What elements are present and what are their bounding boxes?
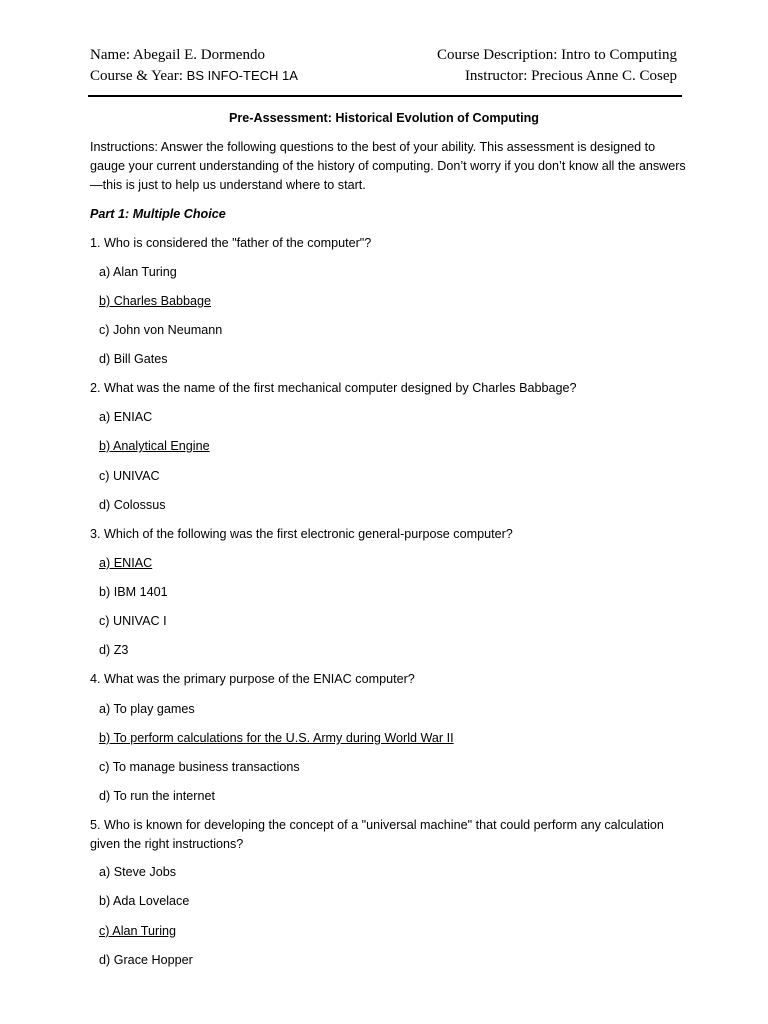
question-2: 2. What was the name of the first mechanical computer designed by Charles Babbage?	[90, 381, 577, 395]
course-year-line	[90, 69, 298, 84]
q2-option-d: d) Colossus	[99, 498, 166, 512]
question-3: 3. Which of the following was the first electronic general-purpose computer?	[90, 527, 513, 541]
q2-option-c: c) UNIVAC	[99, 469, 160, 483]
q5-option-b: b) Ada Lovelace	[99, 894, 190, 908]
q2-option-a: a) ENIAC	[99, 410, 153, 424]
question-5: 5. Who is known for developing the concept of a "universal machine" that could perform any calculation given the right instructions?	[90, 818, 664, 851]
name-label: Name:	[90, 47, 133, 63]
q2-option-b-selected: b) Analytical Engine	[99, 439, 210, 453]
q4-option-d: d) To run the internet	[99, 789, 215, 803]
course-year-value: BS INFO-TECH 1A	[186, 68, 298, 83]
instructor: Instructor: Precious Anne C. Cosep	[464, 68, 677, 84]
question-4: 4. What was the primary purpose of the ENIAC computer?	[90, 672, 415, 686]
q4-option-c: c) To manage business transactions	[99, 760, 300, 774]
part-1-heading: Part 1: Multiple Choice	[90, 207, 226, 221]
course-year-label: Course & Year:	[90, 68, 187, 84]
q3-option-d: d) Z3	[99, 643, 129, 657]
q1-option-a: a) Alan Turing	[99, 265, 177, 279]
q3-option-a-selected: a) ENIAC	[99, 556, 153, 570]
q5-option-a: a) Steve Jobs	[99, 865, 177, 879]
q5-option-d: d) Grace Hopper	[99, 953, 193, 967]
name-line	[90, 48, 265, 63]
q3-option-c: c) UNIVAC I	[99, 614, 167, 628]
question-1: 1. Who is considered the "father of the computer"?	[90, 236, 372, 250]
course-description: Course Description: Intro to Computing	[437, 47, 677, 63]
q1-option-d: d) Bill Gates	[99, 352, 168, 366]
q1-option-b-selected: b) Charles Babbage	[99, 294, 212, 308]
name-value: Abegail E. Dormendo	[132, 47, 265, 63]
q1-option-c: c) John von Neumann	[99, 323, 223, 337]
q3-option-b: b) IBM 1401	[99, 585, 168, 599]
instructions: Instructions: Answer the following questions to the best of your ability. This assessment is designed to gauge your current understanding of the history of computing. Don’t worry if you don’t know all the answers—this is just to help us understand where to start.	[90, 140, 686, 192]
assessment-title: Pre-Assessment: Historical Evolution of Computing	[229, 111, 539, 125]
header-divider	[88, 95, 682, 97]
q4-option-a: a) To play games	[99, 702, 195, 716]
q4-option-b-selected: b) To perform calculations for the U.S. Army during World War II	[99, 731, 454, 745]
q5-option-c-selected: c) Alan Turing	[99, 924, 177, 938]
